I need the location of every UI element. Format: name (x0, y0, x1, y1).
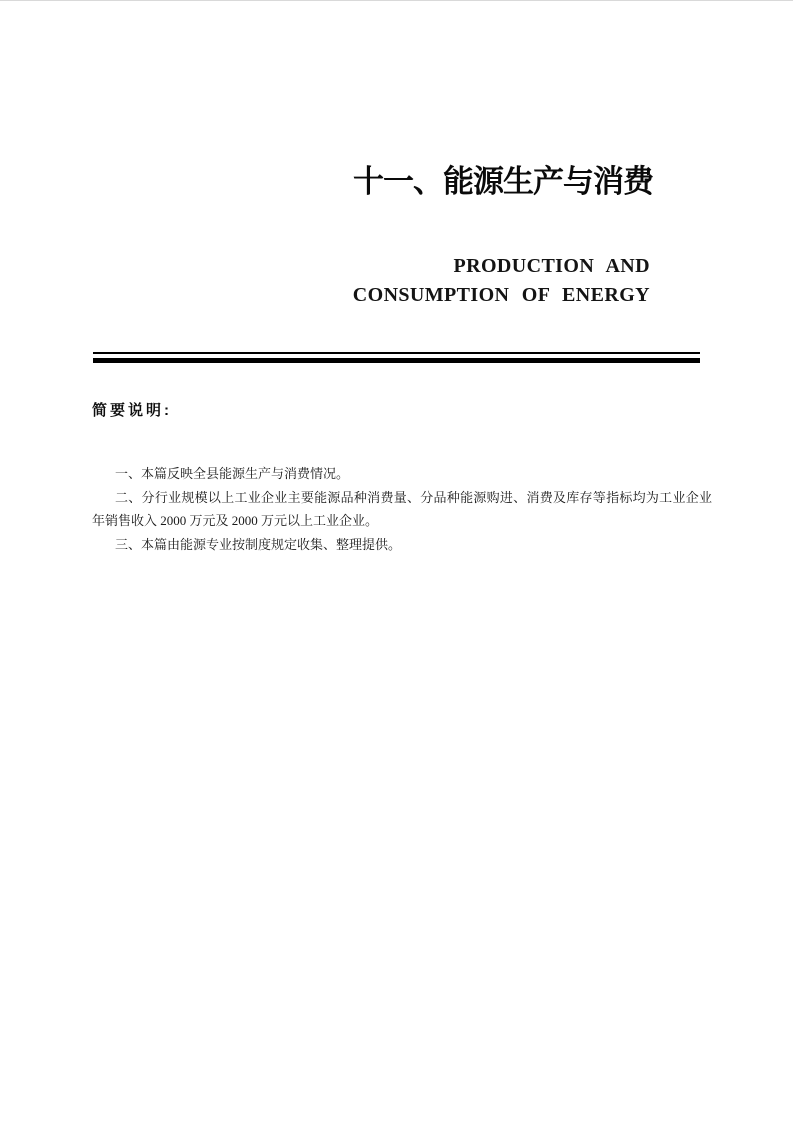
chapter-title-en-line2: CONSUMPTION OF ENERGY (352, 283, 650, 306)
note-line: 一、本篇反映全县能源生产与消费情况。 (115, 466, 350, 481)
chapter-title-cn: 十一、能源生产与消费 (353, 164, 653, 199)
note-line: 三、本篇由能源专业按制度规定收集、整理提供。 (115, 536, 402, 552)
thin-rule (93, 352, 700, 354)
notes-heading: 简要说明: (92, 402, 172, 419)
thick-rule (93, 358, 700, 363)
chapter-title-en (353, 252, 650, 309)
chapter-title-en-line1: PRODUCTION AND (453, 255, 650, 277)
note-line: 二、分行业规模以上工业企业主要能源品种消费量、分品种能源购进、消费及库存等指标均为工业企业 (115, 489, 712, 505)
notes-section (92, 462, 712, 556)
note-line: 年销售收入 2000 万元及 2000 万元以上工业企业。 (92, 513, 379, 528)
double-rule (93, 352, 700, 363)
